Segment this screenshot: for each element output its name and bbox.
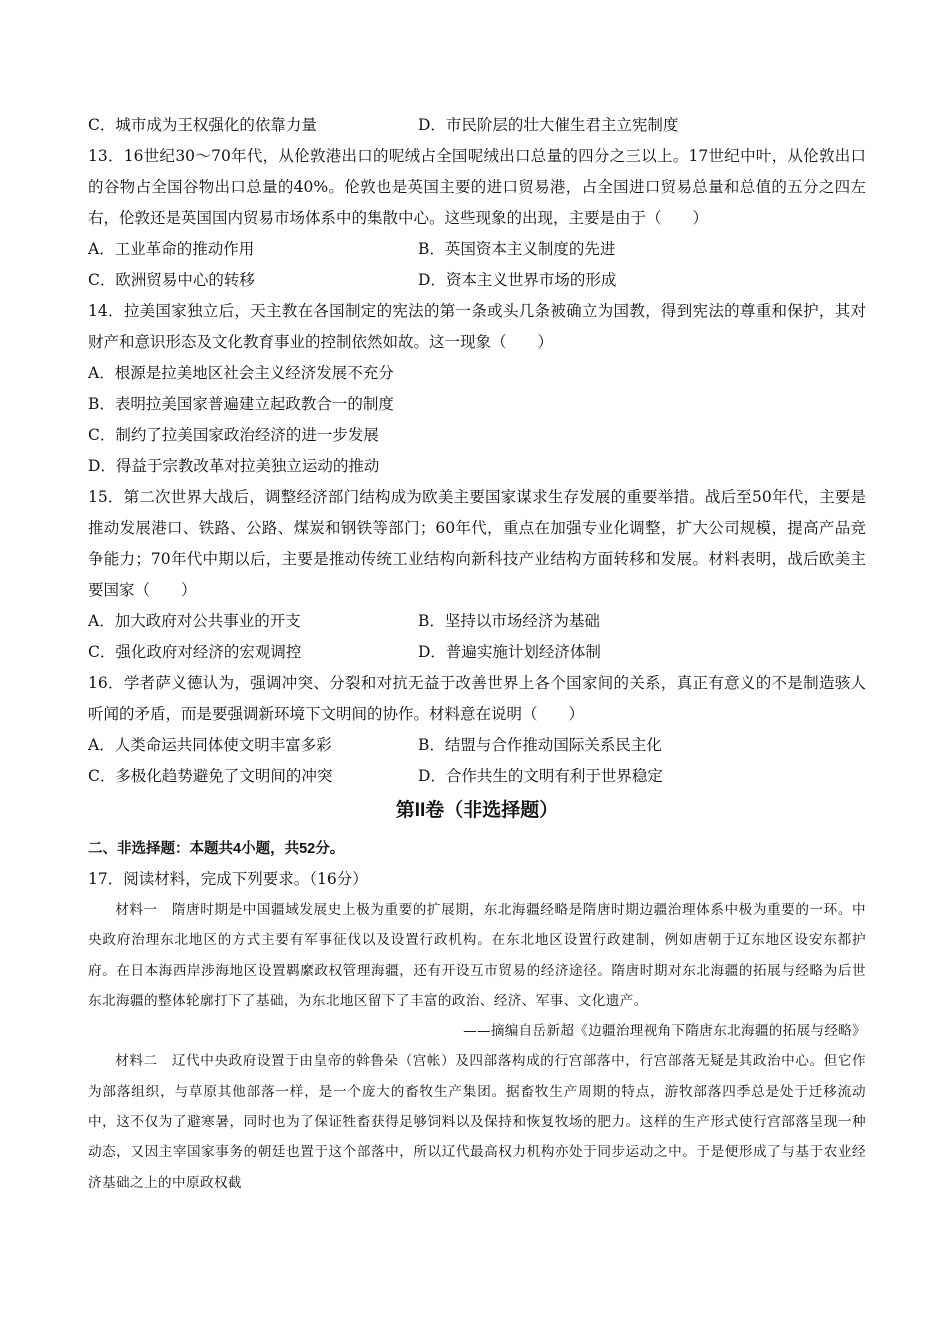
page-content <box>88 110 866 1198</box>
q15-options-row-1 <box>88 606 866 637</box>
q17-intro: 17．阅读材料，完成下列要求。（16分） <box>88 870 368 888</box>
q17-material-1-source: ——摘编自岳新超《边疆治理视角下隋唐东北海疆的拓展与经略》 <box>463 1023 866 1040</box>
q17-material-1: 材料一 隋唐时期是中国疆域发展史上极为重要的扩展期，东北海疆经略是隋唐时期边疆治理体系中极为重要的一环。中央政府治理东北地区的方式主要有军事征伐以及设置行政机构。在东北地区设置行政建制，例如唐朝于辽东地区设安东都护府。在日本海西岸涉海地区设置羁縻政权管理海疆，还有开设互市贸易的经济途径。隋唐时期对东北海疆的拓展与经略为后世东北海疆的整体轮廓打下了基础，为东北地区留下了丰富的政治、经济、军事、文化遗产。 <box>88 902 866 1009</box>
q16-stem: 16．学者萨义德认为，强调冲突、分裂和对抗无益于改善世界上各个国家间的关系，真正有意义的不是制造骇人听闻的矛盾，而是要强调新环境下文明间的协作。材料意在说明（ ） <box>88 674 866 723</box>
q13-option-c: C．欧洲贸易中心的转移 <box>88 271 255 289</box>
q13-option-d: D．资本主义世界市场的形成 <box>418 271 617 289</box>
q13-options-row-1 <box>88 234 866 265</box>
q13-options-row-2 <box>88 265 866 296</box>
q14-option-a: A．根源是拉美地区社会主义经济发展不充分 <box>88 364 394 382</box>
q12-option-d: D．市民阶层的壮大催生君主立宪制度 <box>418 116 679 134</box>
q13-option-a: A．工业革命的推动作用 <box>88 240 255 258</box>
q13-stem: 13．16世纪30～70年代，从伦敦港出口的呢绒占全国呢绒出口总量的四分之三以上。17世纪中叶，从伦敦出口的谷物占全国谷物出口总量的40%。伦敦也是英国主要的进口贸易港，占全国进口贸易总量和总值的五分之四左右，伦敦还是英国国内贸易市场体系中的集散中心。这些现象的出现，主要是由于（ ） <box>88 147 866 227</box>
part2-heading: 二、非选择题：本题共4小题，共52分。 <box>88 841 345 857</box>
q16-options-row-2 <box>88 761 866 792</box>
q12-option-c: C．城市成为王权强化的依靠力量 <box>88 116 317 134</box>
q14-option-c: C．制约了拉美国家政治经济的进一步发展 <box>88 426 379 444</box>
q15-stem: 15．第二次世界大战后，调整经济部门结构成为欧美主要国家谋求生存发展的重要举措。战后至50年代，主要是推动发展港口、铁路、公路、煤炭和钢铁等部门；60年代，重点在加强专业化调整，扩大公司规模，提高产品竞争能力；70年代中期以后，主要是推动传统工业结构向新科技产业结构方面转移和发展。材料表明，战后欧美主要国家（ ） <box>88 488 866 599</box>
q16-option-c: C．多极化趋势避免了文明间的冲突 <box>88 767 333 785</box>
q13-option-b: B．英国资本主义制度的先进 <box>418 240 616 258</box>
q15-option-b: B．坚持以市场经济为基础 <box>418 612 600 630</box>
q16-option-b: B．结盟与合作推动国际关系民主化 <box>418 736 662 754</box>
q16-option-d: D．合作共生的文明有利于世界稳定 <box>418 767 663 785</box>
q12-options-row <box>88 110 866 141</box>
q17-material-2: 材料二 辽代中央政府设置于由皇帝的斡鲁朵（宫帐）及四部落构成的行宫部落中，行宫部落无疑是其政治中心。但它作为部落组织，与草原其他部落一样，是一个庞大的畜牧生产集团。据畜牧生产周期的特点，游牧部落四季总是处于迁移流动中，这不仅为了避寒暑，同时也为了保证牲畜获得足够饲料以及保持和恢复牧场的肥力。这样的生产形式使行宫部落呈现一种动态，又因主宰国家事务的朝廷也置于这个部落中，所以辽代最高权力机构亦处于同步运动之中。于是便形成了与基于农业经济基础之上的中原政权截 <box>88 1053 866 1191</box>
q15-options-row-2 <box>88 637 866 668</box>
q15-option-c: C．强化政府对经济的宏观调控 <box>88 643 302 661</box>
q14-option-d: D．得益于宗教改革对拉美独立运动的推动 <box>88 457 380 475</box>
q16-option-a: A．人类命运共同体使文明丰富多彩 <box>88 736 332 754</box>
q14-option-b: B．表明拉美国家普遍建立起政教合一的制度 <box>88 395 394 413</box>
q15-option-d: D．普遍实施计划经济体制 <box>418 643 601 661</box>
part2-title: 第II卷（非选择题） <box>395 800 559 821</box>
q16-options-row-1 <box>88 730 866 761</box>
q14-stem: 14．拉美国家独立后，天主教在各国制定的宪法的第一条或头几条被确立为国教，得到宪法的尊重和保护，其对财产和意识形态及文化教育事业的控制依然如故。这一现象（ ） <box>88 302 866 351</box>
q15-option-a: A．加大政府对公共事业的开支 <box>88 612 301 630</box>
